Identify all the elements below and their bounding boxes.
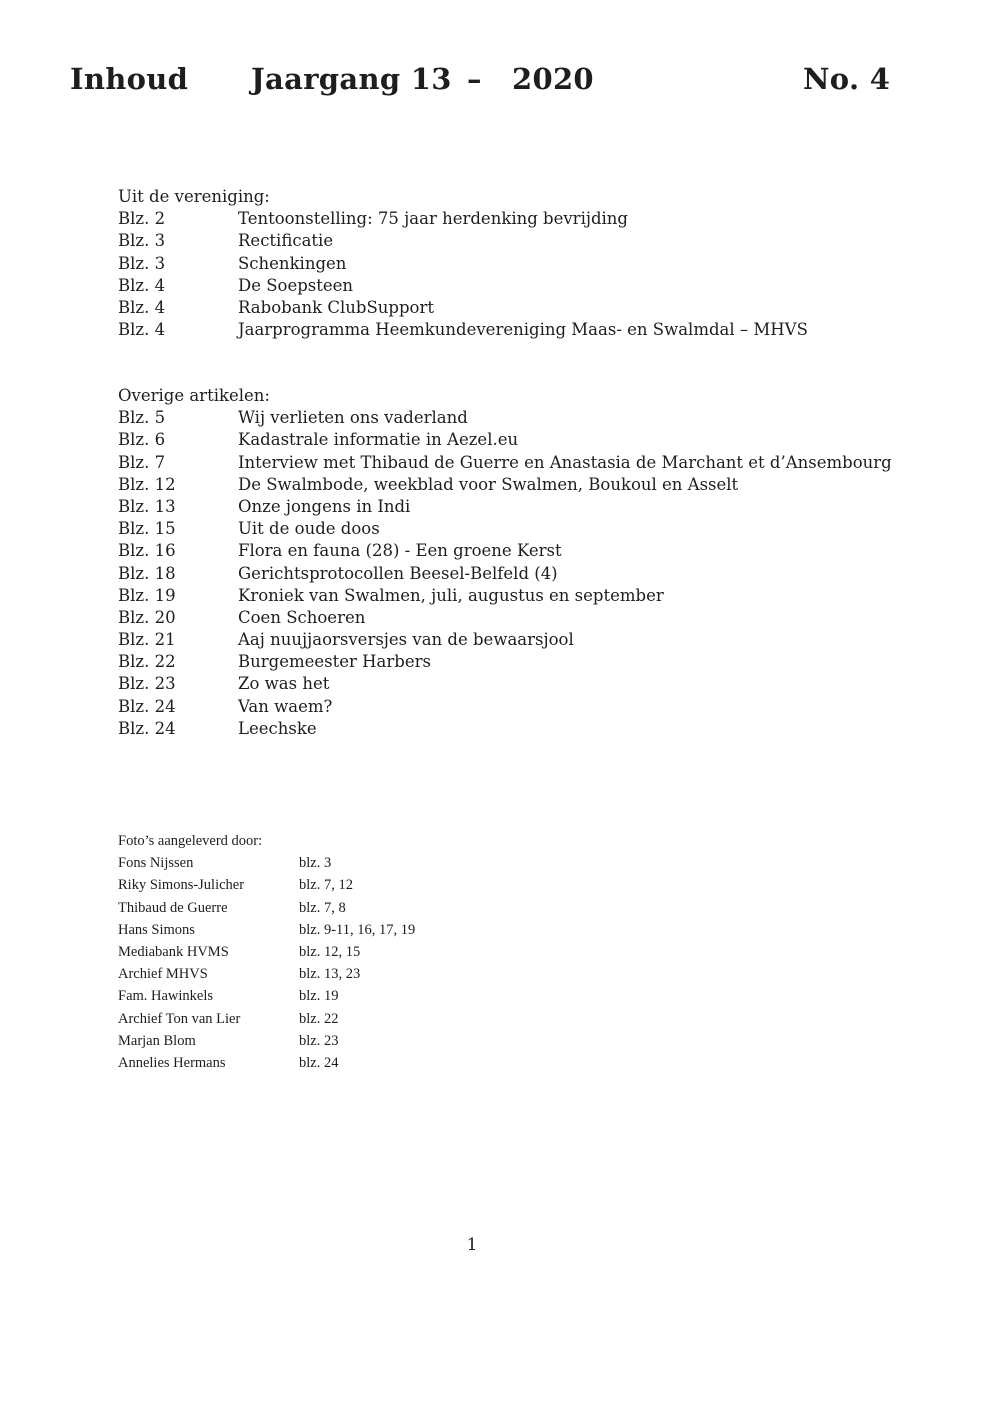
toc-page: Blz. 18 — [118, 563, 176, 583]
toc-title: Interview met Thibaud de Guerre en Anastasia de Marchant et d’Ansembourg — [238, 452, 892, 472]
toc-page: Blz. 5 — [118, 408, 166, 428]
photo-pages: blz. 12, 15 — [299, 943, 361, 960]
volume-label: Jaargang 13 — [251, 62, 452, 96]
toc-title: De Swalmbode, weekblad voor Swalmen, Boukoul en Asselt — [238, 474, 739, 494]
photo-pages: blz. 19 — [299, 988, 339, 1005]
toc-title: Wij verlieten ons vaderland — [238, 408, 468, 428]
photo-credit-row — [118, 897, 346, 919]
toc-row — [118, 208, 628, 230]
toc-row — [118, 474, 739, 496]
photo-credit-row — [118, 874, 353, 896]
photographer-name: Marjan Blom — [118, 1032, 196, 1049]
toc-title: Burgemeester Harbers — [238, 652, 431, 672]
toc-title: Rabobank ClubSupport — [238, 297, 435, 317]
toc-title: Flora en fauna (28) - Een groene Kerst — [238, 541, 562, 561]
photo-pages: blz. 7, 8 — [299, 899, 346, 916]
toc-title: Aaj nuujjaorsversjes van de bewaarsjool — [238, 630, 574, 650]
toc-page: Blz. 22 — [118, 652, 176, 672]
toc-row — [118, 673, 330, 695]
toc-row — [118, 718, 317, 740]
year-label: 2020 — [512, 62, 594, 96]
toc-page: Blz. 4 — [118, 320, 166, 340]
photographer-name: Riky Simons-Julicher — [118, 877, 245, 894]
toc-title: De Soepsteen — [238, 275, 354, 295]
photo-pages: blz. 22 — [299, 1010, 339, 1027]
photo-pages: blz. 23 — [299, 1032, 339, 1049]
photographer-name: Fons Nijssen — [118, 855, 194, 872]
page-number: 1 — [466, 1235, 478, 1255]
toc-page: Blz. 24 — [118, 696, 176, 716]
page-title: Inhoud — [70, 62, 189, 96]
photo-pages: blz. 3 — [299, 855, 332, 872]
page-header — [70, 62, 890, 106]
photographer-name: Mediabank HVMS — [118, 943, 229, 960]
toc-page: Blz. 16 — [118, 541, 176, 561]
photo-pages: blz. 13, 23 — [299, 966, 361, 983]
section-title: Overige artikelen: — [118, 386, 270, 405]
section-title: Uit de vereniging: — [118, 187, 270, 206]
toc-row — [118, 253, 347, 275]
toc-row — [118, 651, 431, 673]
toc-page: Blz. 7 — [118, 452, 166, 472]
toc-row — [118, 696, 333, 718]
toc-page: Blz. 12 — [118, 474, 176, 494]
photographer-name: Fam. Hawinkels — [118, 988, 214, 1005]
toc-page: Blz. 3 — [118, 231, 166, 251]
toc-title: Gerichtsprotocollen Beesel-Belfeld (4) — [238, 563, 558, 583]
photo-pages: blz. 9-11, 16, 17, 19 — [299, 921, 416, 938]
toc-page: Blz. 3 — [118, 253, 166, 273]
toc-page: Blz. 24 — [118, 718, 176, 738]
section-uit-de-vereniging — [118, 186, 808, 341]
toc-row — [118, 429, 519, 451]
toc-page: Blz. 21 — [118, 630, 176, 650]
photographer-name: Thibaud de Guerre — [118, 899, 228, 916]
section-overige-artikelen — [118, 385, 892, 740]
toc-row — [118, 540, 562, 562]
toc-row — [118, 563, 558, 585]
toc-title: Leechske — [238, 718, 317, 738]
toc-row — [118, 607, 366, 629]
toc-title: Van waem? — [238, 696, 333, 716]
toc-page: Blz. 23 — [118, 674, 176, 694]
photo-credit-row — [118, 919, 416, 941]
photo-credit-row — [118, 985, 339, 1007]
photo-credit-row — [118, 1008, 339, 1030]
photographer-name: Hans Simons — [118, 921, 195, 938]
photo-pages: blz. 7, 12 — [299, 877, 353, 894]
photo-credit-row — [118, 1052, 339, 1074]
toc-row — [118, 452, 892, 474]
toc-title: Uit de oude doos — [238, 519, 380, 539]
toc-page: Blz. 4 — [118, 275, 166, 295]
photo-credit-row — [118, 963, 361, 985]
toc-page: Blz. 19 — [118, 585, 176, 605]
toc-row — [118, 230, 334, 252]
photographer-name: Annelies Hermans — [118, 1054, 226, 1071]
toc-title: Tentoonstelling: 75 jaar herdenking bevrijding — [238, 209, 628, 229]
toc-row — [118, 629, 574, 651]
toc-title: Kadastrale informatie in Aezel.eu — [238, 430, 519, 450]
photo-credit-row — [118, 941, 361, 963]
photographer-name: Archief MHVS — [118, 966, 208, 983]
toc-page: Blz. 2 — [118, 209, 166, 229]
toc-title: Onze jongens in Indi — [238, 496, 411, 516]
toc-title: Zo was het — [238, 674, 330, 694]
toc-title: Rectificatie — [238, 231, 334, 251]
toc-row — [118, 275, 354, 297]
toc-row — [118, 585, 664, 607]
header-dash: – — [467, 62, 482, 96]
toc-title: Kroniek van Swalmen, juli, augustus en september — [238, 585, 664, 605]
issue-number: No. 4 — [803, 62, 891, 96]
photo-credit-row — [118, 852, 332, 874]
photographer-name: Archief Ton van Lier — [118, 1010, 241, 1027]
toc-page: Blz. 15 — [118, 519, 176, 539]
toc-page: Blz. 20 — [118, 607, 176, 627]
toc-row — [118, 518, 380, 540]
photo-pages: blz. 24 — [299, 1054, 339, 1071]
toc-row — [118, 319, 808, 341]
toc-title: Coen Schoeren — [238, 607, 366, 627]
toc-title: Jaarprogramma Heemkundevereniging Maas- en Swalmdal – MHVS — [238, 320, 808, 340]
toc-page: Blz. 6 — [118, 430, 166, 450]
toc-page: Blz. 4 — [118, 297, 166, 317]
toc-row — [118, 297, 435, 319]
toc-row — [118, 407, 468, 429]
toc-row — [118, 496, 411, 518]
photo-credits — [118, 830, 416, 1074]
toc-title: Schenkingen — [238, 253, 347, 273]
photo-credits-title: Foto’s aangeleverd door: — [118, 833, 263, 849]
toc-page: Blz. 13 — [118, 496, 176, 516]
photo-credit-row — [118, 1030, 339, 1052]
